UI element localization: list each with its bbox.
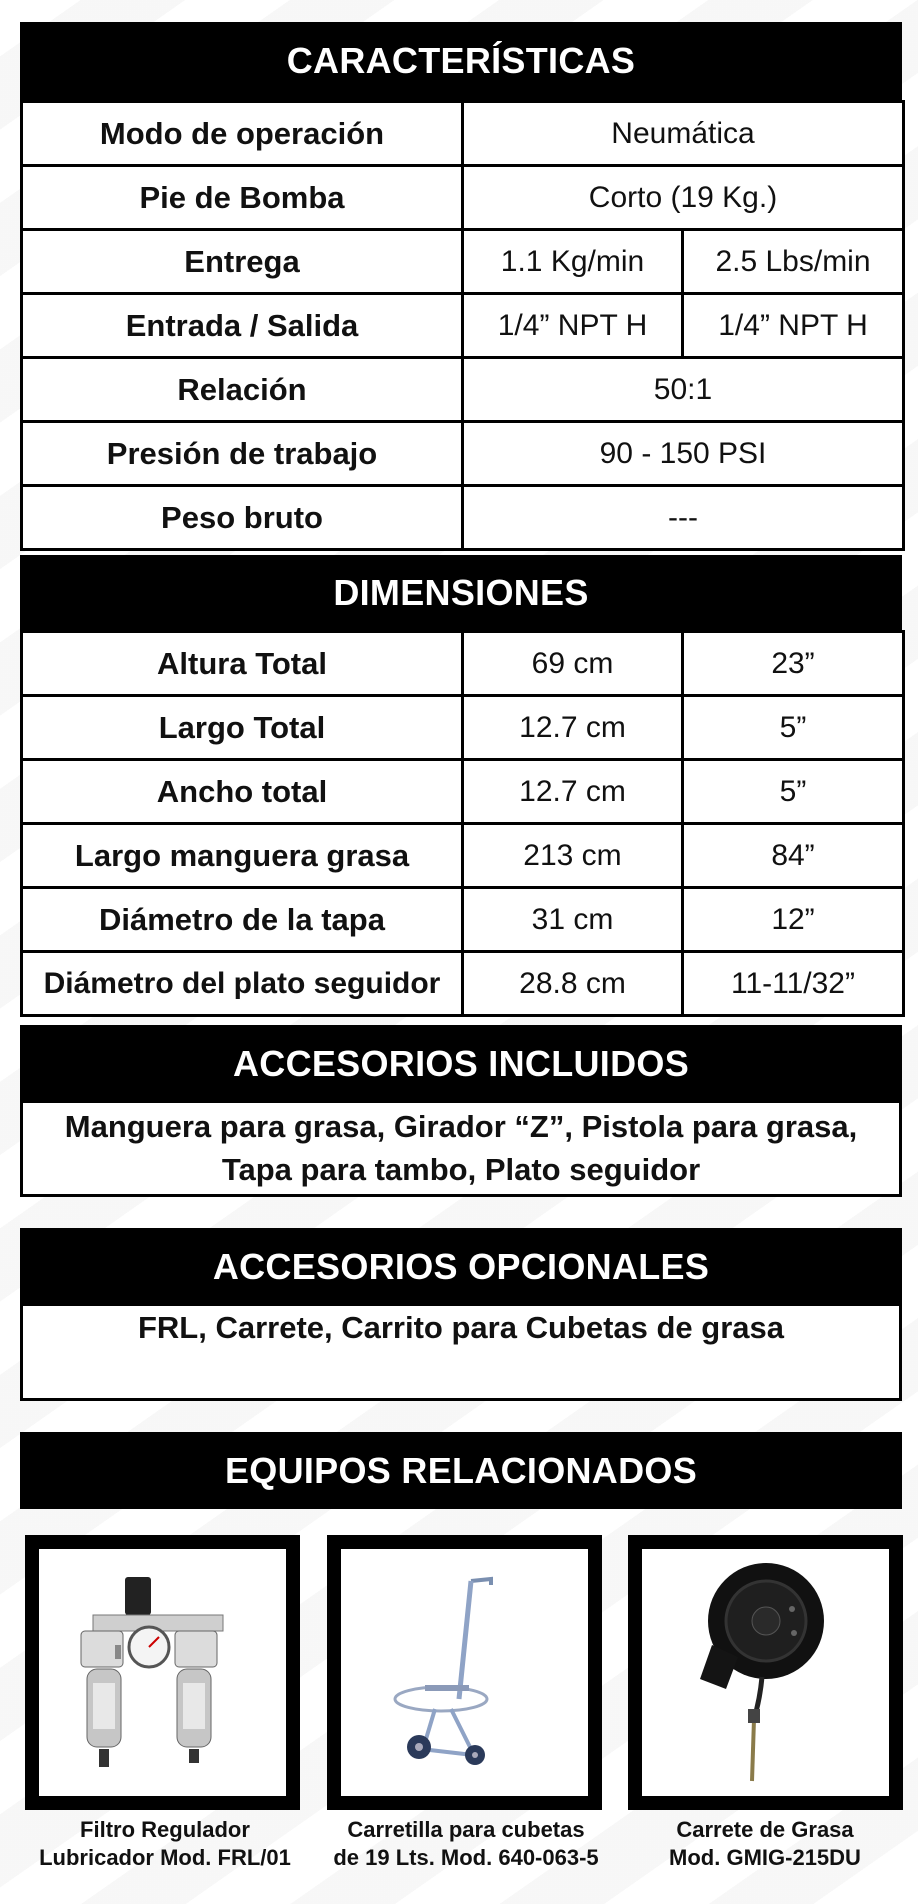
table-row xyxy=(22,166,904,230)
product-image xyxy=(39,1549,286,1796)
dimension-metric: 213 cm xyxy=(463,824,683,888)
table-row xyxy=(22,422,904,486)
table-row xyxy=(22,632,904,696)
row-value: --- xyxy=(463,486,904,550)
accesorios-incluidos-line2: Tapa para tambo, Plato seguidor xyxy=(221,1152,701,1187)
accesorios-incluidos-box xyxy=(20,1103,902,1197)
caption-line: Mod. GMIG-215DU xyxy=(669,1845,861,1870)
product-image xyxy=(642,1549,889,1796)
caracteristicas-table xyxy=(20,100,905,551)
dimensiones-title: DIMENSIONES xyxy=(20,555,902,630)
dimension-label: Diámetro del plato seguidor xyxy=(22,952,463,1016)
dimension-imperial: 12” xyxy=(683,888,904,952)
equipos-relacionados-title: EQUIPOS RELACIONADOS xyxy=(20,1432,902,1509)
table-row xyxy=(22,824,904,888)
dimension-metric: 12.7 cm xyxy=(463,760,683,824)
grease-hose-reel-icon xyxy=(642,1549,889,1796)
row-label: Relación xyxy=(22,358,463,422)
related-equipment-cards xyxy=(25,1535,903,1810)
row-label: Peso bruto xyxy=(22,486,463,550)
dimension-label: Largo Total xyxy=(22,696,463,760)
row-value: Corto (19 Kg.) xyxy=(463,166,904,230)
accesorios-opcionales-title: ACCESORIOS OPCIONALES xyxy=(20,1228,902,1306)
related-caption-carretilla xyxy=(316,1816,616,1872)
row-label: Pie de Bomba xyxy=(22,166,463,230)
accesorios-opcionales-text: FRL, Carrete, Carrito para Cubetas de grasa xyxy=(137,1310,785,1345)
dimension-imperial: 11-11/32” xyxy=(683,952,904,1016)
dimension-imperial: 5” xyxy=(683,696,904,760)
dimension-metric: 69 cm xyxy=(463,632,683,696)
table-row xyxy=(22,230,904,294)
bucket-cart-icon xyxy=(341,1549,588,1796)
table-row xyxy=(22,294,904,358)
product-image xyxy=(341,1549,588,1796)
dimensiones-section xyxy=(20,555,902,1017)
caption-line: Carrete de Grasa xyxy=(676,1817,854,1842)
table-row xyxy=(22,888,904,952)
table-row xyxy=(22,102,904,166)
dimension-label: Ancho total xyxy=(22,760,463,824)
table-row xyxy=(22,760,904,824)
accesorios-opcionales-section xyxy=(20,1228,902,1401)
row-value: 50:1 xyxy=(463,358,904,422)
accesorios-incluidos-line1: Manguera para grasa, Girador “Z”, Pistola para grasa, xyxy=(64,1109,858,1144)
related-caption-carrete xyxy=(615,1816,915,1872)
table-row xyxy=(22,486,904,550)
row-value-entrada: 1/4” NPT H xyxy=(463,294,683,358)
dimension-metric: 12.7 cm xyxy=(463,696,683,760)
frl-filter-regulator-icon xyxy=(39,1549,286,1796)
dimension-metric: 31 cm xyxy=(463,888,683,952)
row-value: Neumática xyxy=(463,102,904,166)
accesorios-incluidos-title: ACCESORIOS INCLUIDOS xyxy=(20,1025,902,1103)
caption-line: de 19 Lts. Mod. 640-063-5 xyxy=(333,1845,599,1870)
table-row xyxy=(22,696,904,760)
caracteristicas-section xyxy=(20,22,902,551)
caption-line: Carretilla para cubetas xyxy=(347,1817,585,1842)
row-value-imperial: 2.5 Lbs/min xyxy=(683,230,904,294)
row-label: Modo de operación xyxy=(22,102,463,166)
accesorios-opcionales-box xyxy=(20,1306,902,1401)
dimension-imperial: 5” xyxy=(683,760,904,824)
related-caption-frl xyxy=(15,1816,315,1872)
dimension-label: Altura Total xyxy=(22,632,463,696)
row-value-salida: 1/4” NPT H xyxy=(683,294,904,358)
accesorios-incluidos-section xyxy=(20,1025,902,1197)
row-label: Entrada / Salida xyxy=(22,294,463,358)
table-row xyxy=(22,358,904,422)
caracteristicas-title: CARACTERÍSTICAS xyxy=(20,22,902,100)
related-card-carrete[interactable] xyxy=(628,1535,903,1810)
dimension-imperial: 84” xyxy=(683,824,904,888)
dimension-imperial: 23” xyxy=(683,632,904,696)
related-card-frl[interactable] xyxy=(25,1535,300,1810)
equipos-relacionados-section xyxy=(20,1432,902,1509)
related-card-carretilla[interactable] xyxy=(327,1535,602,1810)
row-value: 90 - 150 PSI xyxy=(463,422,904,486)
table-row xyxy=(22,952,904,1016)
dimension-label: Diámetro de la tapa xyxy=(22,888,463,952)
row-value-metric: 1.1 Kg/min xyxy=(463,230,683,294)
row-label: Entrega xyxy=(22,230,463,294)
dimension-metric: 28.8 cm xyxy=(463,952,683,1016)
row-label: Presión de trabajo xyxy=(22,422,463,486)
caption-line: Filtro Regulador xyxy=(80,1817,250,1842)
dimensiones-table xyxy=(20,630,905,1017)
dimension-label: Largo manguera grasa xyxy=(22,824,463,888)
caption-line: Lubricador Mod. FRL/01 xyxy=(39,1845,291,1870)
